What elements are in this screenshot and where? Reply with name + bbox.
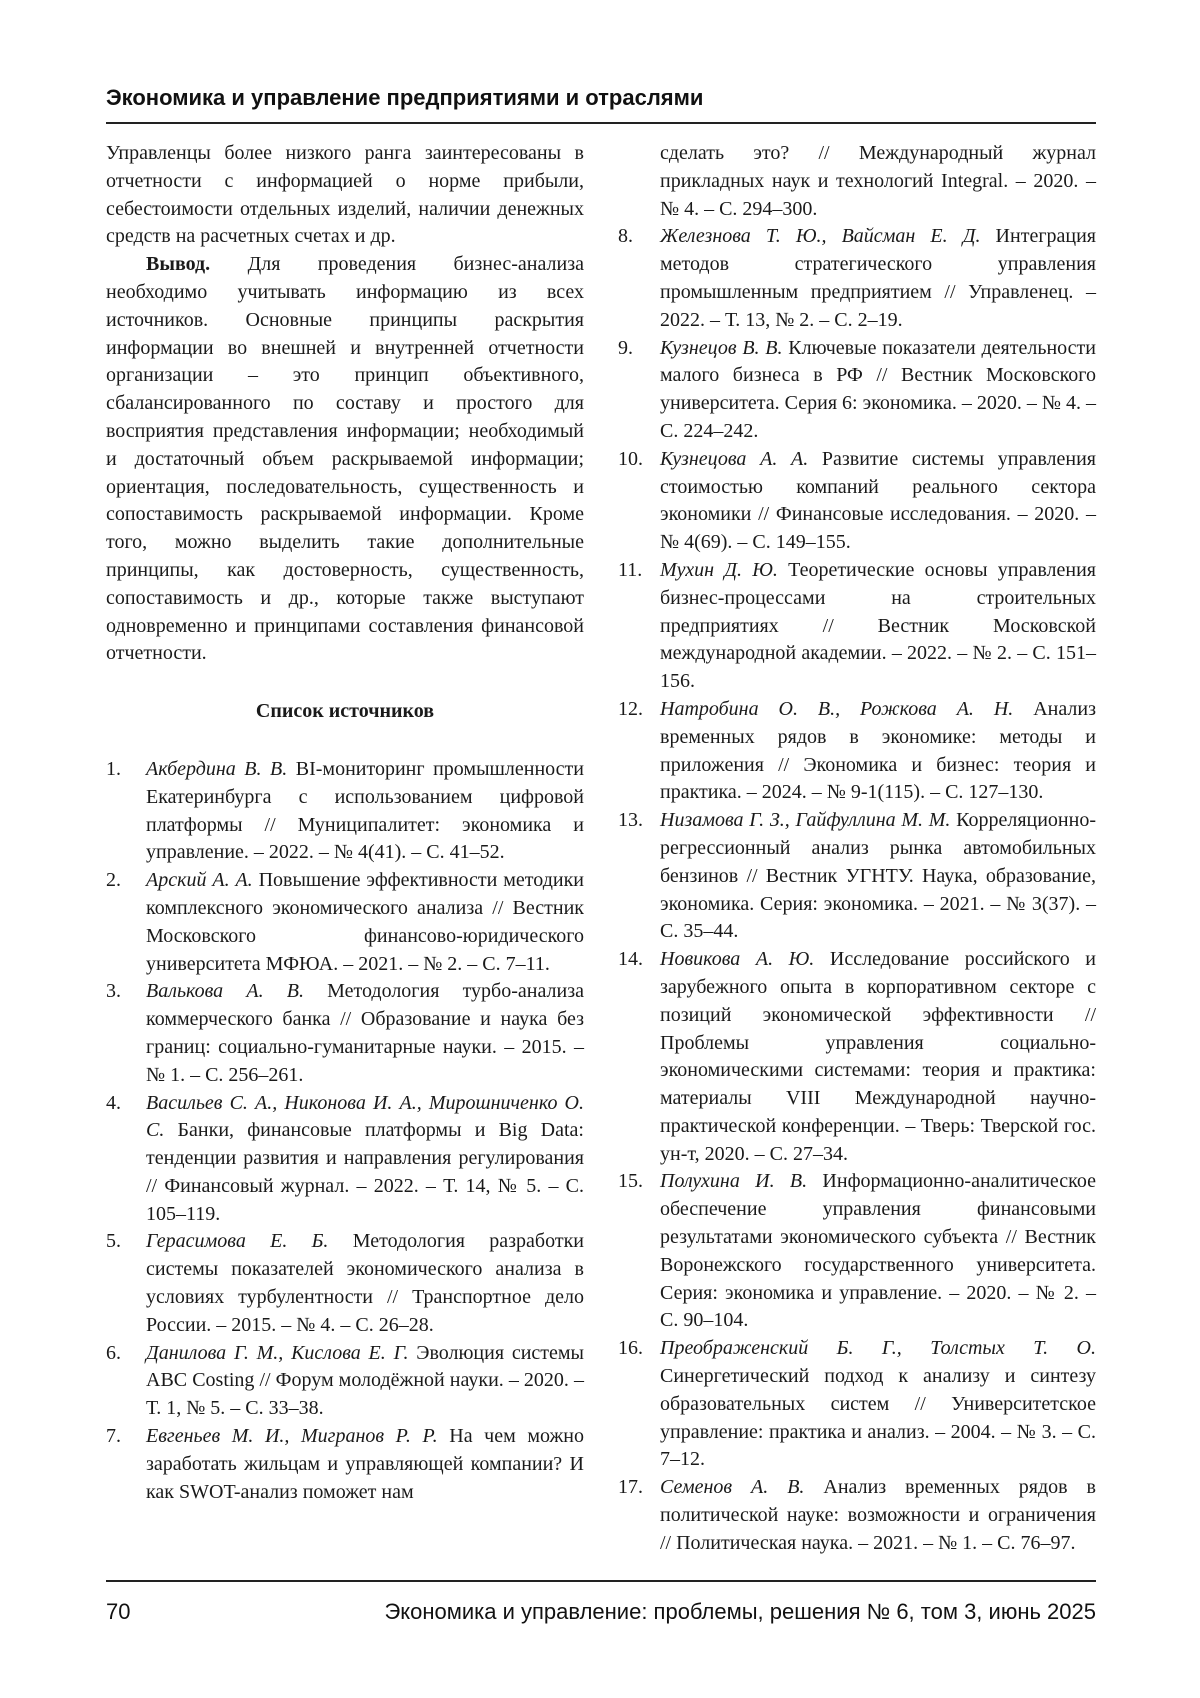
conclusion-paragraph	[106, 251, 584, 668]
reference-text: Развитие системы управления стоимостью компаний реального сектора экономики // Финансовые исследования. – 2020. – № 4(69). – С. 149–155.	[660, 447, 1097, 554]
conclusion-label: Вывод.	[146, 253, 211, 276]
reference-authors: Арский А. А.	[146, 869, 253, 892]
reference-number: 1.	[106, 757, 121, 780]
reference-authors: Полухина И. В.	[660, 1170, 808, 1193]
footer-rule	[106, 1580, 1096, 1582]
reference-authors: Новикова А. Ю.	[660, 948, 815, 971]
reference-authors: Валькова А. В.	[146, 980, 304, 1003]
reference-text: Методология разработки системы показателей экономического анализа в условиях турбулентности // Транспортное дело России. – 2015. – № 4. – С. 26–28.	[146, 1230, 584, 1336]
reference-number: 8.	[618, 225, 633, 248]
reference-text: Методология турбо-анализа коммерческого банка // Образование и наука без границ: социально-гуманитарные науки. – 2015. – № 1. – С. 256–261.	[146, 980, 584, 1086]
reference-item-12	[618, 696, 1096, 807]
reference-number: 10.	[618, 447, 643, 470]
reference-number: 13.	[618, 809, 643, 832]
reference-item-10	[618, 446, 1096, 557]
reference-item-13	[618, 807, 1096, 946]
reference-text: На чем можно заработать жильцам и управляющей компании? И как SWOT-анализ поможет нам	[146, 1425, 585, 1503]
body-paragraph-1: Управленцы более низкого ранга заинтересованы в отчетности с информацией о норме прибыли, себестоимости отдельных изделий, наличии денежных средств на расчетных счетах и др.	[106, 142, 584, 248]
reference-item-9	[618, 335, 1096, 446]
reference-number: 5.	[106, 1230, 121, 1253]
reference-authors: Преображенский Б. Г., Толстых Т. О.	[660, 1337, 1096, 1360]
reference-text: сделать это? // Международный журнал прикладных наук и технологий Integral. – 2020. – № 4. – С. 294–300.	[660, 142, 1096, 220]
reference-authors: Герасимова Е. Б.	[146, 1230, 329, 1253]
reference-text: Исследование российского и зарубежного опыта в корпоративном секторе с позиций экономической эффективности // Проблемы управления социально-экономическими системами: теория и практика: материалы VIII Международной научно-практической конференции. – Тверь: Тверской гос. ун-т, 2020. – С. 27–34.	[660, 948, 1097, 1165]
reference-item-2	[106, 867, 584, 978]
reference-number: 2.	[106, 869, 121, 892]
reference-number: 17.	[618, 1476, 643, 1499]
reference-authors: Данилова Г. М., Кислова Е. Г.	[146, 1341, 409, 1364]
reference-text: Эволюция системы ABC Costing // Форум молодёжной науки. – 2020. – Т. 1, № 5. – С. 33–38.	[146, 1341, 584, 1420]
reference-item-17	[618, 1474, 1096, 1557]
reference-text: Анализ временных рядов в экономике: методы и приложения // Экономика и бизнес: теория и практика. – 2024. – № 9-1(115). – С. 127–130.	[660, 697, 1096, 804]
reference-number: 11.	[618, 558, 643, 581]
reference-item-7-continued	[618, 140, 1096, 223]
reference-text: Банки, финансовые платформы и Big Data: тенденции развития и направления регулирования // Финансовый журнал. – 2022. – Т. 14, № 5. – С. 105–119.	[146, 1119, 584, 1225]
right-column	[618, 140, 1096, 1558]
reference-item-16	[618, 1335, 1096, 1474]
reference-authors: Васильев С. А., Никонова И. А., Мирошниченко О. С.	[146, 1091, 584, 1142]
reference-text: Информационно-аналитическое обеспечение управления финансовыми результатами экономического субъекта // Вестник Воронежского государственного университета. Серия: экономика и управление. – 2020. – № 2. – С. 90–104.	[660, 1170, 1096, 1332]
reference-authors: Железнова Т. Ю., Вайсман Е. Д.	[660, 225, 981, 248]
references-list-right	[618, 140, 1096, 1558]
reference-text: Ключевые показатели деятельности малого бизнеса в РФ // Вестник Московского университета. Серия 6: экономика. – 2020. – № 4. – С. 224–242.	[660, 336, 1096, 442]
reference-number: 16.	[618, 1337, 643, 1360]
reference-number: 9.	[618, 336, 633, 359]
page-footer	[106, 1595, 1096, 1629]
reference-number: 3.	[106, 980, 121, 1003]
header-rule	[106, 122, 1096, 124]
reference-item-15	[618, 1168, 1096, 1335]
reference-text: BI-мониторинг промышленности Екатеринбурга с использованием цифровой платформы // Муниципалитет: экономика и управление. – 2022. – № 4(41). – С. 41–52.	[146, 757, 584, 864]
reference-authors: Низамова Г. З., Гайфуллина М. М.	[660, 809, 951, 832]
reference-item-5	[106, 1228, 584, 1339]
journal-name: Экономика и управление: проблемы, решения № 6, том 3, июнь 2025	[384, 1599, 1096, 1624]
reference-text: Корреляционно-регрессионный анализ рынка автомобильных бензинов // Вестник УГНТУ. Наука, образование, экономика. Серия: экономика. – 2021. – № 3(37). – С. 35–44.	[660, 809, 1096, 943]
reference-item-3	[106, 978, 584, 1089]
reference-text: Повышение эффективности методики комплексного экономического анализа // Вестник Московского финансово-юридического университета МФЮА. – 2021. – № 2. – С. 7–11.	[146, 869, 585, 975]
reference-authors: Акбердина В. В.	[146, 757, 288, 780]
reference-item-6	[106, 1340, 584, 1423]
left-column	[106, 140, 584, 1506]
conclusion-text: Для проведения бизнес-анализа необходимо учитывать информацию из всех источников. Основные принципы раскрытия информации во внешней и внутренней отчетности организации – это принцип объективного, сбалансированного по составу и простого для восприятия представления информации; необходимый и достаточный объем раскрываемой информации; ориентация, последовательность, существенность и сопоставимость раскрываемой информации. Кроме того, можно выделить такие дополнительные принципы, как достоверность, существенность, сопоставимость и др., которые также выступают одновременно и принципами составления финансовой отчетности.	[106, 253, 584, 665]
reference-text: Анализ временных рядов в политической науке: возможности и ограничения // Политическая наука. – 2021. – № 1. – С. 76–97.	[660, 1476, 1096, 1554]
references-title: Список источников	[255, 700, 435, 723]
references-list-left	[106, 756, 584, 1507]
reference-authors: Натробина О. В., Рожкова А. Н.	[660, 697, 1014, 720]
reference-item-4	[106, 1090, 584, 1229]
reference-item-14	[618, 946, 1096, 1168]
reference-authors: Евгеньев М. И., Мигранов Р. Р.	[146, 1425, 438, 1448]
reference-authors: Кузнецов В. В.	[660, 336, 783, 359]
reference-authors: Кузнецова А. А.	[660, 447, 809, 470]
reference-number: 12.	[618, 697, 643, 720]
page-number: 70	[106, 1599, 131, 1624]
reference-number: 6.	[106, 1341, 121, 1364]
reference-item-8	[618, 223, 1096, 334]
reference-text: Синергетический подход к анализу и синтезу образовательных систем // Университетское управление: практика и анализ. – 2004. – № 3. – С. 7–12.	[660, 1365, 1096, 1471]
reference-text: Интеграция методов стратегического управления промышленным предприятием // Управленец. – 2022. – Т. 13, № 2. – С. 2–19.	[660, 225, 1097, 331]
reference-text: Теоретические основы управления бизнес-процессами на строительных предприятиях // Вестник Московской международной академии. – 2022. – № 2. – С. 151–156.	[660, 558, 1096, 693]
reference-number: 14.	[618, 948, 643, 971]
reference-item-7	[106, 1423, 584, 1506]
reference-item-11	[618, 557, 1096, 696]
reference-number: 7.	[106, 1425, 121, 1448]
reference-item-1	[106, 756, 584, 867]
reference-authors: Мухин Д. Ю.	[660, 558, 778, 581]
reference-authors: Семенов А. В.	[660, 1476, 805, 1499]
running-head: Экономика и управление предприятиями и отраслями	[106, 85, 704, 110]
reference-number: 15.	[618, 1170, 643, 1193]
reference-number: 4.	[106, 1091, 121, 1114]
